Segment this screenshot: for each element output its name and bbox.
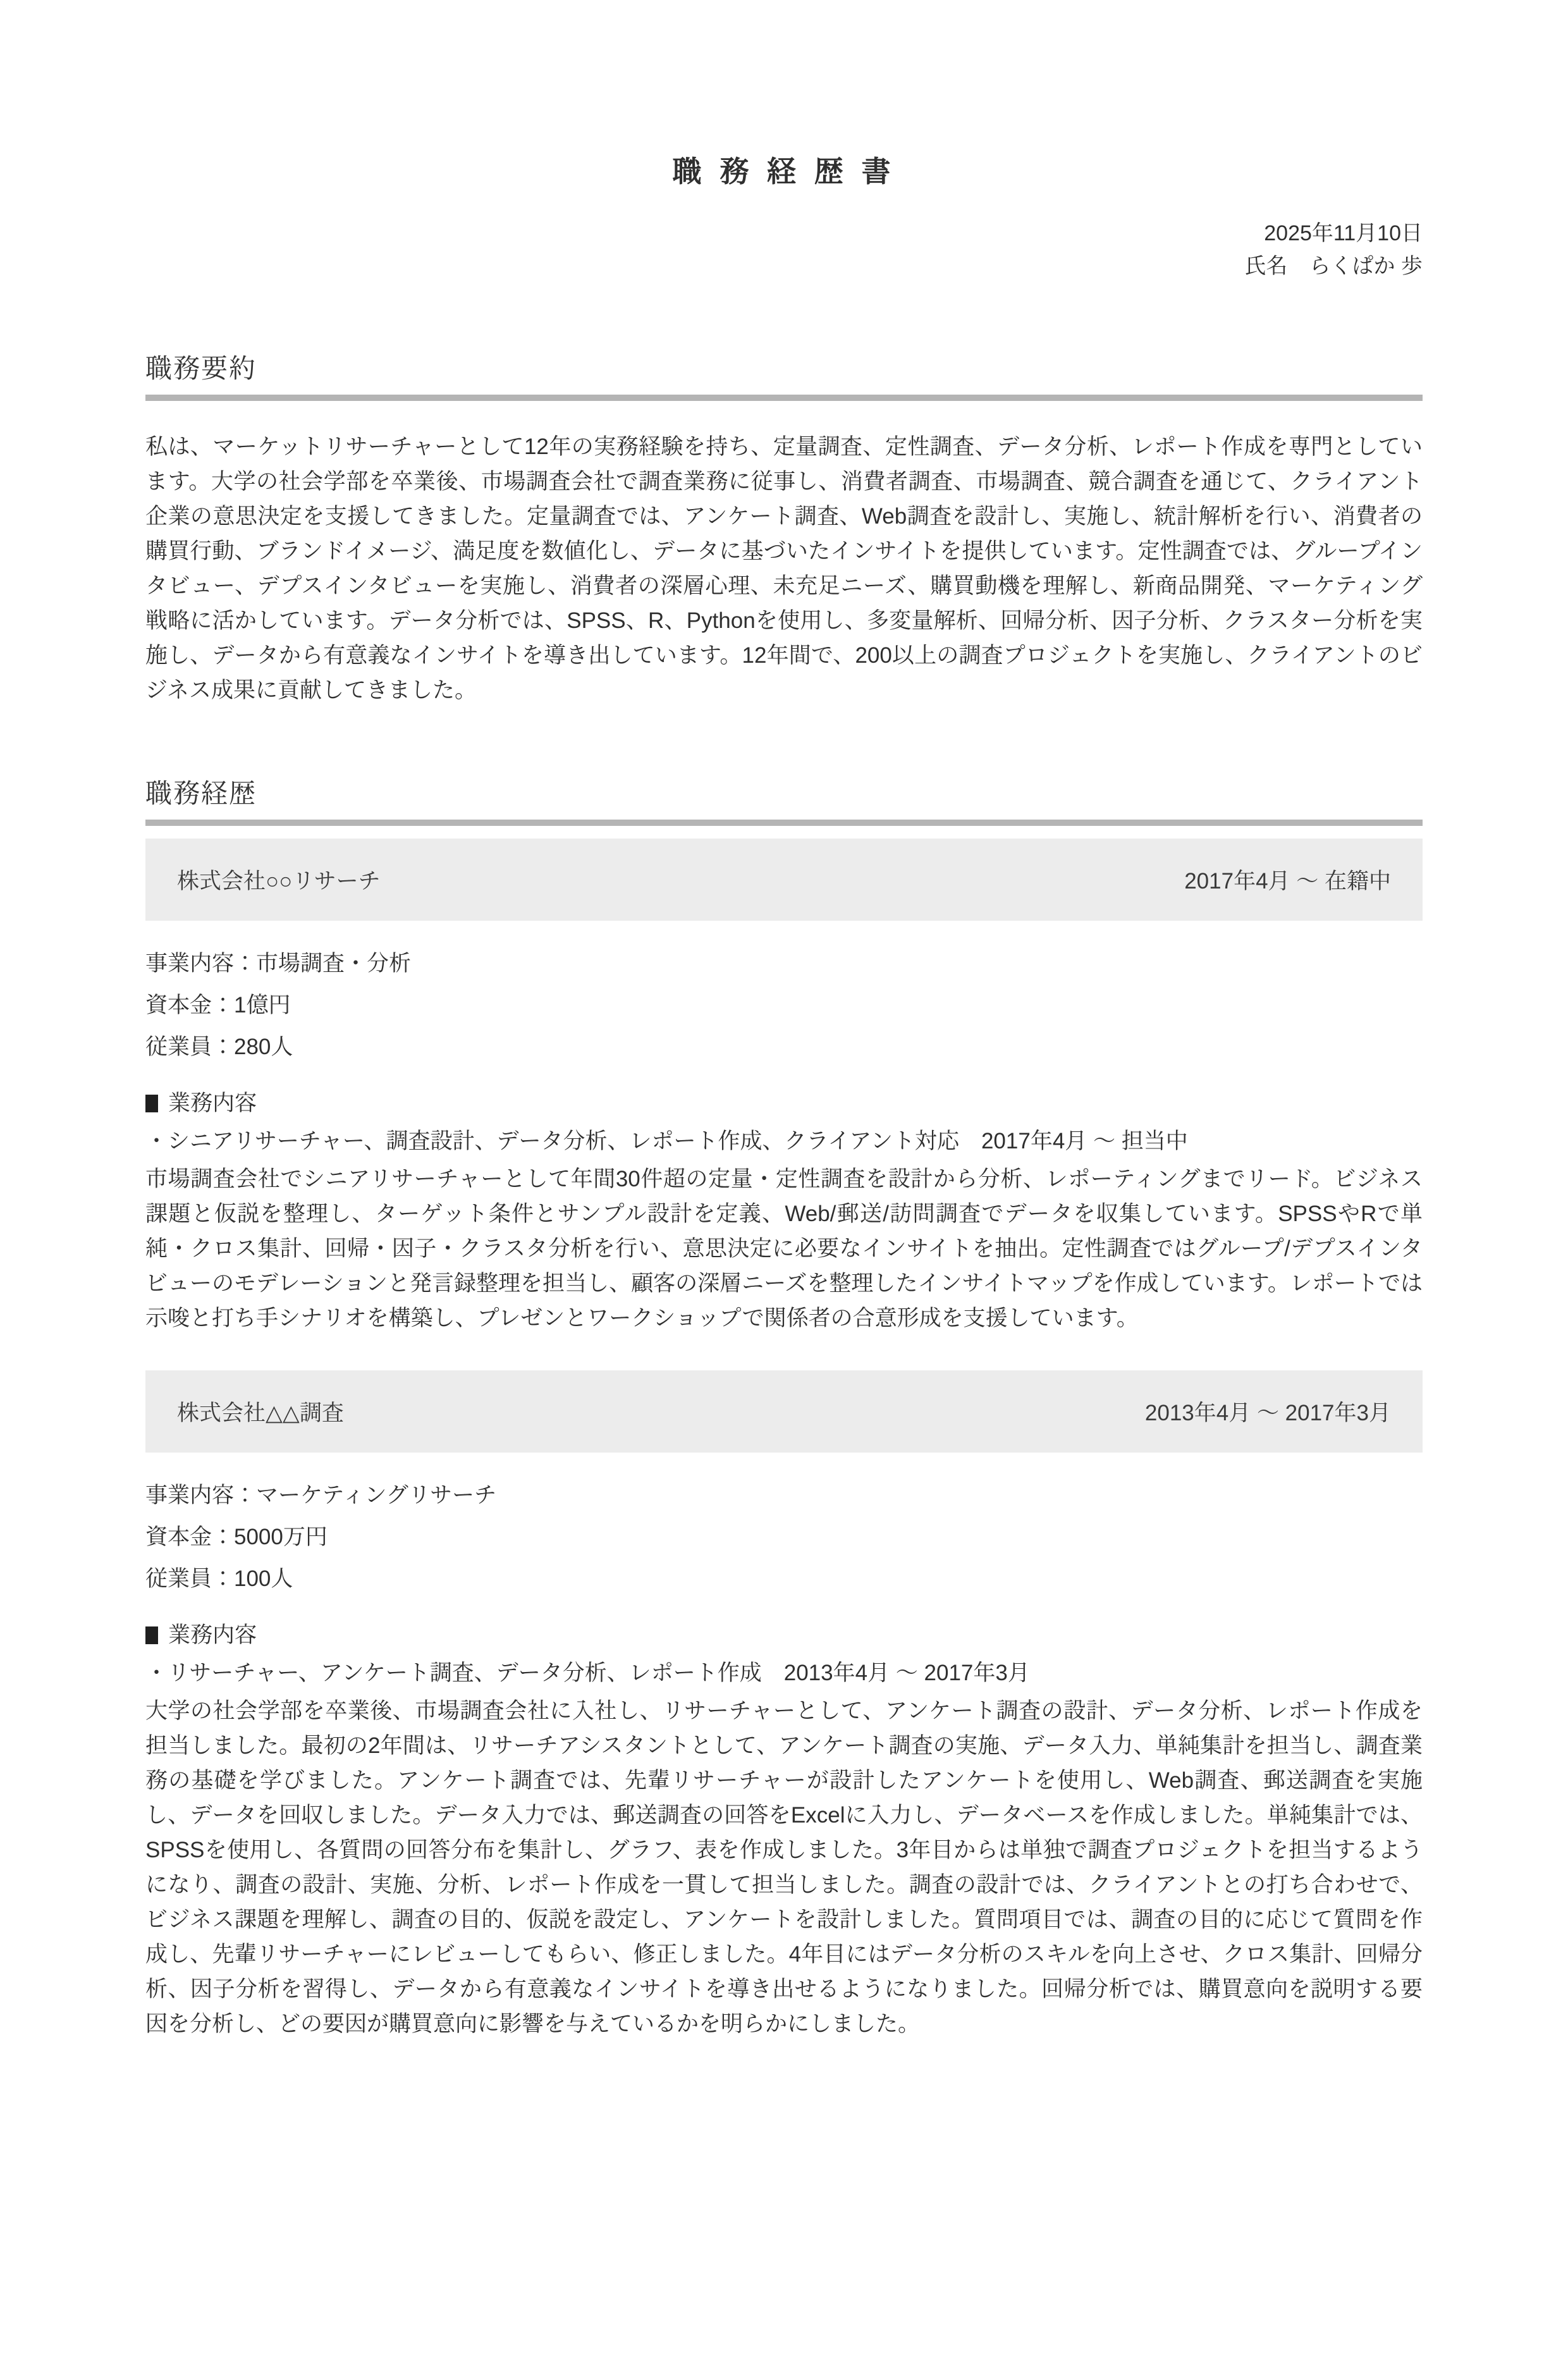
company-name: 株式会社○○リサーチ [177,869,381,894]
section-divider-bar [145,820,1423,826]
work-content-label: 業務内容 [168,1623,257,1647]
business-description-line: 事業内容：市場調査・分析 [145,951,412,976]
document-date: 2025年11月10日 [1264,221,1423,245]
company-name: 株式会社△△調査 [177,1401,344,1425]
summary-heading: 職務要約 [145,354,257,383]
work-content-label: 業務内容 [168,1091,257,1116]
capital-line: 資本金：1億円 [145,993,291,1018]
employees-line: 従業員：280人 [145,1035,293,1059]
applicant-name: 氏名 らくぱか 歩 [1244,254,1423,278]
job-header [145,1370,1423,1453]
square-bullet-icon [145,1626,158,1644]
role-summary-line: ・リサーチャー、アンケート調査、データ分析、レポート作成 2013年4月 ～ 2017年3月 [145,1661,1030,1685]
document-title: 職 務 経 歴 書 [672,155,896,188]
job-header [145,839,1423,921]
job-entry [145,1370,1423,2041]
summary-section [145,348,1423,708]
role-summary-line: ・シニアリサーチャー、調査設計、データ分析、レポート作成、クライアント対応 2017年4月 ～ 担当中 [145,1129,1188,1153]
section-divider-bar [145,395,1423,401]
job-description-paragraph: 市場調査会社でシニアリサーチャーとして年間30件超の定量・定性調査を設計から分析、レポーティングまでリード。ビジネス課題と仮説を整理し、ターゲット条件とサンプル設計を定義、Web/郵送/訪問調査でデータを収集しています。SPSSやRで単純・クロス集計、回帰・因子・クラスタ分析を行い、意思決定に必要なインサイトを抽出。定性調査ではグループ/デプスインタビューのモデレーションと発言録整理を担当し、顧客の深層ニーズを整理したインサイトマップを作成しています。レポートでは示唆と打ち手シナリオを構築し、プレゼンとワークショップで関係者の合意形成を支援しています。 [145,1167,1423,1331]
history-section [145,773,1423,2041]
work-content-label-line [145,1086,1423,1121]
square-bullet-icon [145,1095,158,1112]
employment-period: 2013年4月 ～ 2017年3月 [1144,1401,1391,1425]
job-description-paragraph: 大学の社会学部を卒業後、市場調査会社に入社し、リサーチャーとして、アンケート調査の設計、データ分析、レポート作成を担当しました。最初の2年間は、リサーチアシスタントとして、アンケート調査の実施、データ入力、単純集計を担当し、調査業務の基礎を学びました。アンケート調査では、先輩リサーチャーが設計したアンケートを使用し、Web調査、郵送調査を実施し、データを回収しました。データ入力では、郵送調査の回答をExcelに入力し、データベースを作成しました。単純集計では、SPSSを使用し、各質問の回答分布を集計し、グラフ、表を作成しました。3年目からは単独で調査プロジェクトを担当するようになり、調査の設計、実施、分析、レポート作成を一貫して担当しました。調査の設計では、クライアントとの打ち合わせで、ビジネス課題を理解し、調査の目的、仮説を設定し、アンケートを設計しました。質問項目では、調査の目的に応じて質問を作成し、先輩リサーチャーにレビューしてもらい、修正しました。4年目にはデータ分析のスキルを向上させ、クロス集計、回帰分析、因子分析を習得し、データから有意義なインサイトを導き出せるようになりました。回帰分析では、購買意向を説明する要因を分析し、どの要因が購買意向に影響を与えているかを明らかにしました。 [145,1699,1423,2036]
capital-line: 資本金：5000万円 [145,1525,328,1549]
summary-paragraph: 私は、マーケットリサーチャーとして12年の実務経験を持ち、定量調査、定性調査、データ分析、レポート作成を専門としています。大学の社会学部を卒業後、市場調査会社で調査業務に従事し、消費者調査、市場調査、競合調査を通じて、クライアント企業の意思決定を支援してきました。定量調査では、アンケート調査、Web調査を設計し、実施し、統計解析を行い、消費者の購買行動、ブランドイメージ、満足度を数値化し、データに基づいたインサイトを提供しています。定性調査では、グループインタビュー、デプスインタビューを実施し、消費者の深層心理、未充足ニーズ、購買動機を理解し、新商品開発、マーケティング戦略に活かしています。データ分析では、SPSS、R、Pythonを使用し、多変量解析、回帰分析、因子分析、クラスター分析を実施し、データから有意義なインサイトを導き出しています。12年間で、200以上の調査プロジェクトを実施し、クライアントのビジネス成果に貢献してきました。 [145,434,1423,703]
employees-line: 従業員：100人 [145,1566,293,1591]
employment-period: 2017年4月 ～ 在籍中 [1184,869,1391,894]
document-meta [145,217,1423,283]
history-heading: 職務経歴 [145,778,257,808]
business-description-line: 事業内容：マーケティングリサーチ [145,1483,497,1508]
work-content-label-line [145,1618,1423,1652]
job-entry [145,839,1423,1336]
resume-page [0,149,1568,2041]
